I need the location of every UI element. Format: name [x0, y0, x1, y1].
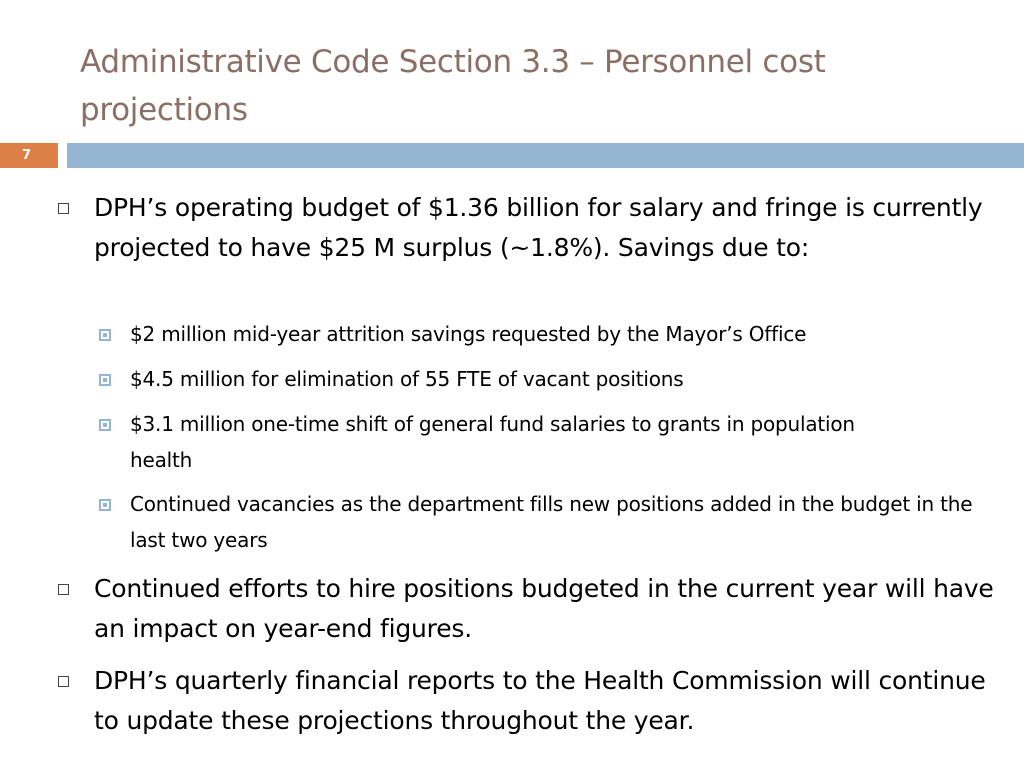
sub-bullet-item	[130, 361, 980, 397]
square-sub-bullet-icon	[99, 499, 111, 511]
page-number: 7	[0, 143, 58, 168]
square-bullet-icon	[58, 584, 69, 595]
square-sub-bullet-icon	[99, 419, 111, 431]
title-divider-bar	[67, 143, 1024, 168]
bullet-text: DPH’s quarterly financial reports to the Health Commission will continue to update these projections throughout the year.	[94, 666, 986, 735]
square-sub-bullet-icon	[99, 374, 111, 386]
sub-bullet-text: $4.5 million for elimination of 55 FTE of vacant positions	[130, 367, 684, 391]
sub-bullet-text: $2 million mid-year attrition savings requested by the Mayor’s Office	[130, 322, 807, 346]
bullet-item	[94, 188, 994, 268]
square-bullet-icon	[58, 203, 69, 214]
slide-title: Administrative Code Section 3.3 – Personnel cost projections	[80, 44, 826, 128]
bullet-text: Continued efforts to hire positions budgeted in the current year will have an impact on year-end figures.	[94, 574, 994, 643]
square-sub-bullet-icon	[99, 329, 111, 341]
sub-bullet-item	[130, 406, 910, 478]
sub-bullet-item	[130, 486, 990, 558]
sub-bullet-text: Continued vacancies as the department fills new positions added in the budget in the last two years	[130, 492, 973, 552]
sub-bullet-item	[130, 316, 980, 352]
square-bullet-icon	[58, 676, 69, 687]
sub-bullet-text: $3.1 million one-time shift of general fund salaries to grants in population health	[130, 412, 855, 472]
bullet-text: DPH’s operating budget of $1.36 billion for salary and fringe is currently projected to have $25 M surplus (~1.8%). Savings due to:	[94, 193, 983, 262]
bullet-item	[94, 661, 994, 741]
bullet-item	[94, 569, 994, 649]
